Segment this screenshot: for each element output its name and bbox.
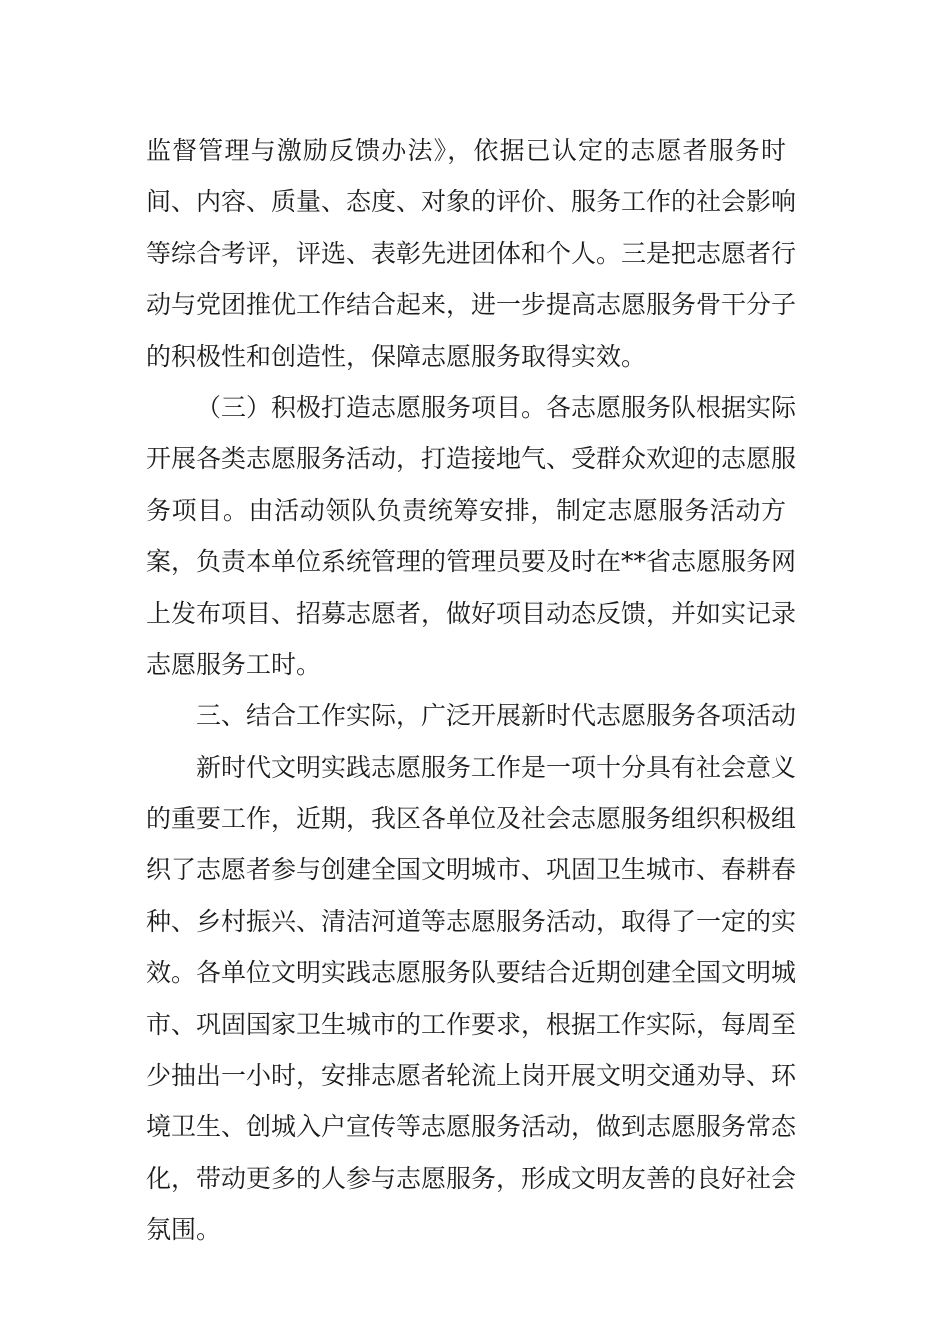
text-line: 织了志愿者参与创建全国文明城市、巩固卫生城市、春耕春 (146, 855, 797, 885)
text-line: 监督管理与激励反馈办法》，依据已认定的志愿者服务时 (146, 136, 786, 165)
chapter-heading: 三、结合工作实际，广泛开展新时代志愿服务各项活动 (196, 701, 797, 731)
text-line: 上发布项目、招募志愿者，做好项目动态反馈，并如实记录 (146, 598, 797, 628)
paragraph-start: 新时代文明实践志愿服务工作是一项十分具有社会意义 (196, 752, 797, 782)
document-body (146, 125, 797, 1256)
text-line: 务项目。由活动领队负责统筹安排，制定志愿服务活动方 (146, 495, 786, 525)
text-line: 市、巩固国家卫生城市的工作要求，根据工作实际，每周至 (146, 1009, 797, 1039)
text-line: 化，带动更多的人参与志愿服务，形成文明友善的良好社会 (146, 1163, 797, 1193)
text-line: 效。各单位文明实践志愿服务队要结合近期创建全国文明城 (146, 958, 797, 988)
text-line: 开展各类志愿服务活动，打造接地气、受群众欢迎的志愿服 (146, 444, 797, 474)
text-line: 种、乡村振兴、清洁河道等志愿服务活动，取得了一定的实 (146, 906, 797, 936)
section-heading: （三）积极打造志愿服务项目。各志愿服务队根据实际 (196, 392, 797, 422)
text-line: 的积极性和创造性，保障志愿服务取得实效。 (146, 341, 647, 371)
text-line: 少抽出一小时，安排志愿者轮流上岗开展文明交通劝导、环 (146, 1061, 797, 1091)
text-line: 等综合考评，评选、表彰先进团体和个人。三是把志愿者行 (146, 238, 797, 268)
text-line: 境卫生、创城入户宣传等志愿服务活动，做到志愿服务常态 (146, 1112, 797, 1142)
text-line: 氛围。 (146, 1215, 222, 1245)
text-line: 案，负责本单位系统管理的管理员要及时在**省志愿服务网 (146, 547, 797, 577)
text-line: 动与党团推优工作结合起来，进一步提高志愿服务骨干分子 (146, 290, 797, 320)
text-line: 志愿服务工时。 (146, 649, 322, 679)
text-line: 间、内容、质量、态度、对象的评价、服务工作的社会影响 (146, 187, 797, 217)
text-line: 的重要工作，近期，我区各单位及社会志愿服务组织积极组 (146, 804, 797, 834)
